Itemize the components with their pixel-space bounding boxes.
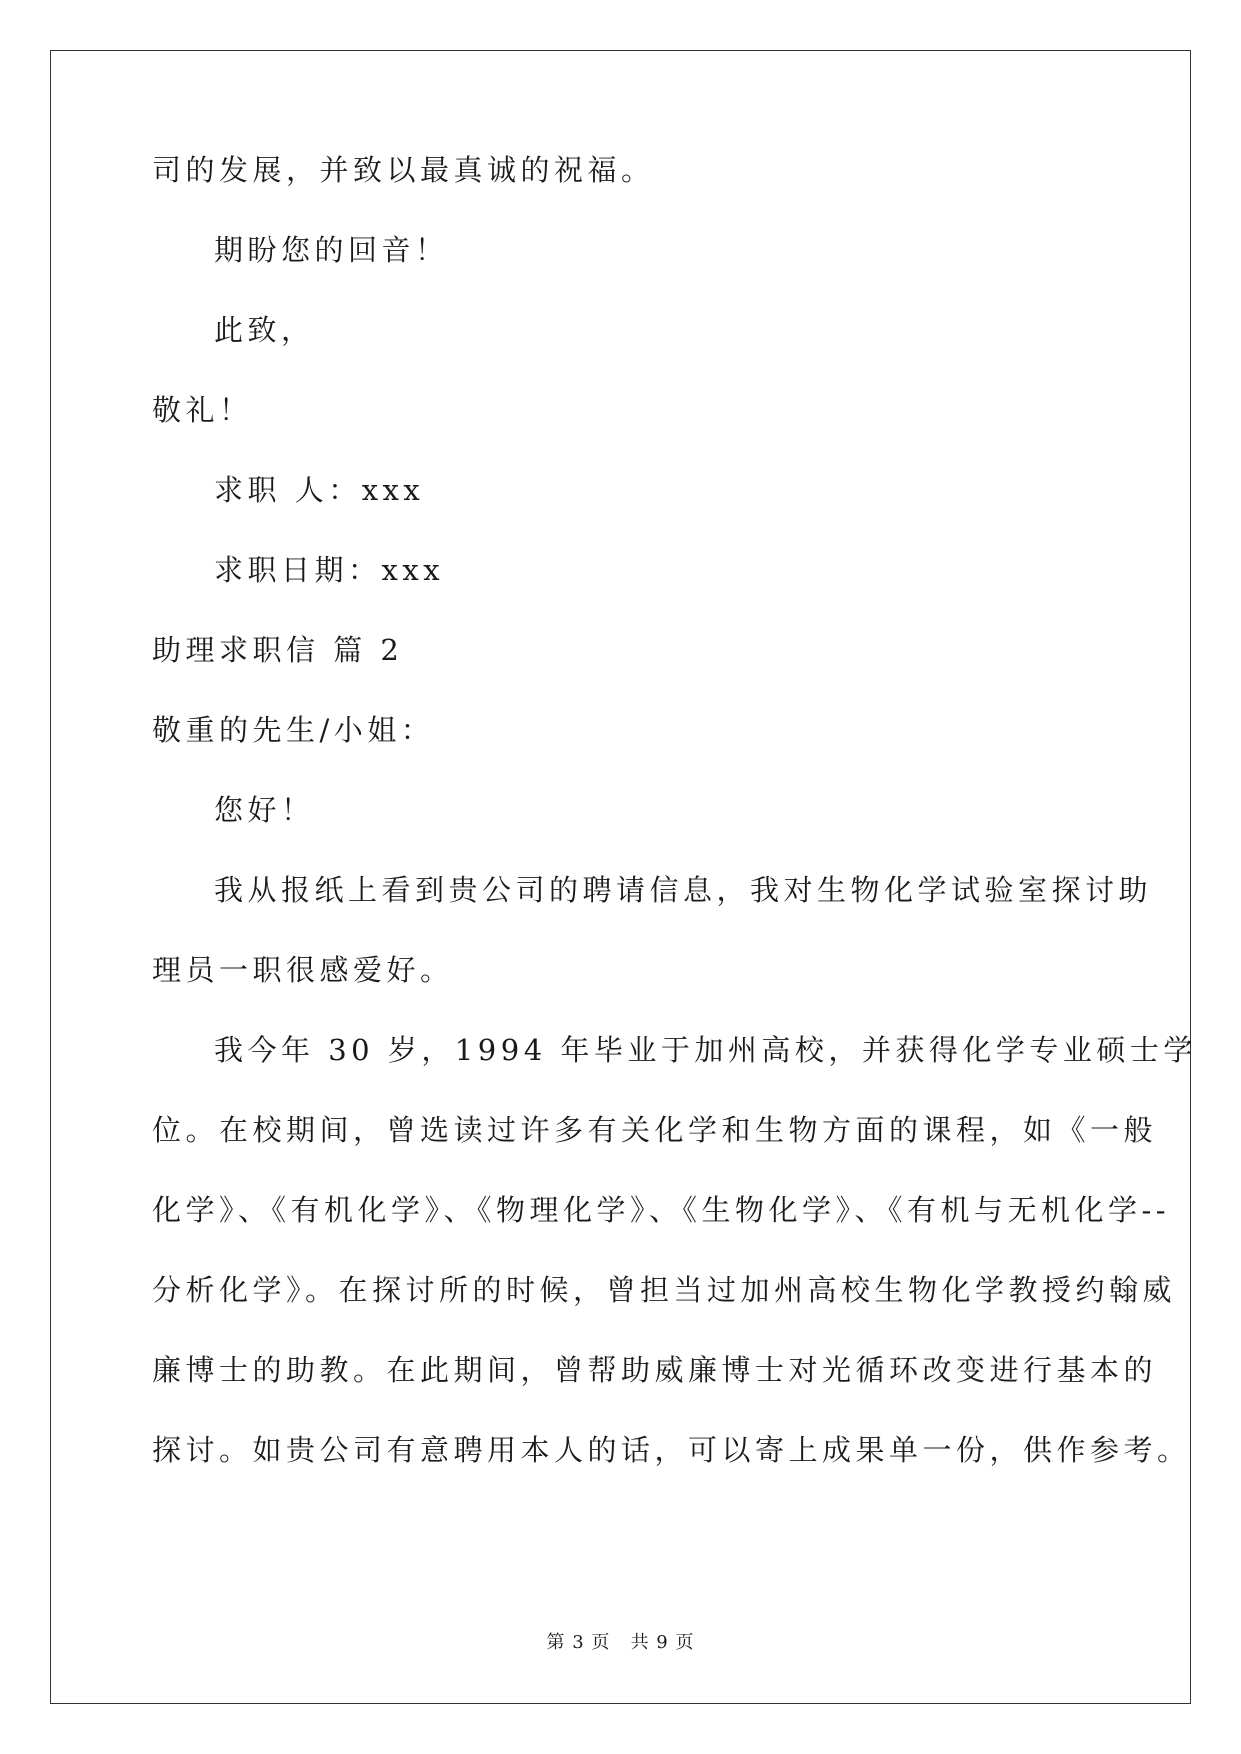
text-line: 理员一职很感爱好。: [152, 953, 454, 987]
text-line: 化学》、《有机化学》、《物理化学》、《生物化学》、《有机与无机化学--: [152, 1193, 1171, 1227]
page-number: 第 3 页 共 9 页: [546, 1632, 695, 1653]
text-line: 期盼您的回音！: [214, 233, 449, 267]
text-line: 求职 人：xxx: [214, 473, 425, 507]
text-line: 探讨。如贵公司有意聘用本人的话，可以寄上成果单一份，供作参考。: [152, 1433, 1191, 1467]
text-line: 分析化学》。在探讨所的时候，曾担当过加州高校生物化学教授约翰威: [152, 1273, 1177, 1307]
text-line: 司的发展，并致以最真诚的祝福。: [152, 153, 655, 187]
text-line: 此致，: [214, 313, 315, 347]
text-line: 位。在校期间，曾选读过许多有关化学和生物方面的课程，如《一般: [152, 1113, 1158, 1147]
section-heading: 助理求职信 篇 2: [152, 633, 404, 667]
greeting: 您好！: [214, 793, 315, 827]
text-line: 敬礼！: [152, 393, 253, 427]
text-line: 我从报纸上看到贵公司的聘请信息，我对生物化学试验室探讨助: [214, 873, 1153, 907]
text-line: 求职日期：xxx: [214, 553, 445, 587]
text-line: 廉博士的助教。在此期间，曾帮助威廉博士对光循环改变进行基本的: [152, 1353, 1158, 1387]
salutation: 敬重的先生/小姐：: [152, 713, 435, 747]
text-line: 我今年 30 岁，1994 年毕业于加州高校，并获得化学专业硕士学: [214, 1033, 1197, 1067]
